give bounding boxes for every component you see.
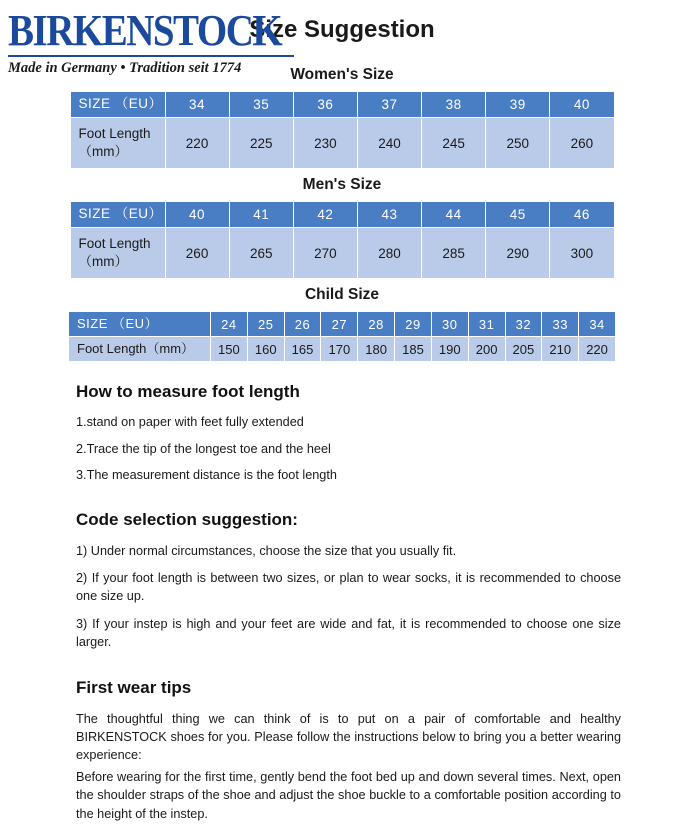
foot-length-cell: 210 — [542, 337, 579, 362]
foot-length-cell: 285 — [422, 228, 486, 279]
foot-length-cell: 260 — [165, 228, 229, 279]
size-cell: 34 — [579, 312, 616, 337]
table-row — [69, 337, 616, 362]
size-cell: 29 — [395, 312, 432, 337]
child-size-table — [68, 311, 616, 362]
brand-tagline: Made in Germany • Tradition seit 1774 — [8, 60, 242, 76]
measure-step: 1.stand on paper with feet fully extended — [76, 415, 304, 429]
size-row-label: SIZE （EU） — [70, 202, 165, 228]
foot-length-cell: 225 — [229, 118, 293, 169]
foot-length-label-line1: Foot Length — [78, 235, 151, 251]
foot-length-cell: 180 — [358, 337, 395, 362]
code-selection-item: 3) If your instep is high and your feet are wide and fat, it is recommended to choose one size larger. — [76, 616, 621, 650]
foot-length-cell: 230 — [293, 118, 357, 169]
foot-length-cell: 265 — [229, 228, 293, 279]
size-cell: 41 — [229, 202, 293, 228]
size-cell: 30 — [431, 312, 468, 337]
foot-length-label-line2: （mm） — [78, 254, 128, 269]
page-title: Size Suggestion — [249, 16, 435, 43]
size-cell: 25 — [247, 312, 284, 337]
foot-length-cell: 190 — [431, 337, 468, 362]
foot-length-label: Foot Length（mm） — [69, 337, 211, 362]
table-row — [70, 118, 614, 169]
size-cell: 42 — [293, 202, 357, 228]
foot-length-cell: 220 — [579, 337, 616, 362]
foot-length-label — [70, 118, 165, 169]
table-header-row — [70, 202, 614, 228]
size-cell: 39 — [486, 92, 550, 118]
foot-length-cell: 205 — [505, 337, 542, 362]
first-wear-paragraph: Before wearing for the first time, gently bend the foot bed up and down several times. Next, open the shoulder straps of the shoe and adjust the shoe buckle to a comfortable position according to the height of the instep. — [76, 769, 621, 821]
size-cell: 31 — [468, 312, 505, 337]
womens-size-section — [0, 66, 684, 169]
size-cell: 43 — [357, 202, 421, 228]
instructions-content — [76, 382, 621, 832]
mens-size-heading: Men's Size — [302, 176, 382, 193]
size-cell: 36 — [293, 92, 357, 118]
size-cell: 32 — [505, 312, 542, 337]
foot-length-cell: 300 — [550, 228, 614, 279]
size-cell: 37 — [357, 92, 421, 118]
foot-length-cell: 150 — [211, 337, 248, 362]
size-cell: 27 — [321, 312, 358, 337]
measure-step: 3.The measurement distance is the foot length — [76, 468, 337, 482]
size-cell: 40 — [550, 92, 614, 118]
first-wear-paragraph: The thoughtful thing we can think of is to put on a pair of comfortable and healthy BIRKENSTOCK shoes for you. Please follow the instructions below to bring you a better wearing experience: — [76, 711, 621, 763]
first-wear-heading: First wear tips — [76, 677, 192, 697]
brand-divider — [8, 55, 294, 57]
foot-length-cell: 270 — [293, 228, 357, 279]
foot-length-cell: 160 — [247, 337, 284, 362]
foot-length-cell: 170 — [321, 337, 358, 362]
size-cell: 34 — [165, 92, 229, 118]
mens-size-table — [70, 201, 615, 279]
code-selection-item: 2) If your foot length is between two sizes, or plan to wear socks, it is recommended to choose one size up. — [76, 570, 621, 604]
foot-length-cell: 165 — [284, 337, 321, 362]
table-header-row — [70, 92, 614, 118]
foot-length-cell: 240 — [357, 118, 421, 169]
size-cell: 26 — [284, 312, 321, 337]
brand-name: BIRKENSTOCK — [8, 5, 282, 56]
womens-size-heading: Women's Size — [290, 66, 394, 83]
code-selection-item: 1) Under normal circumstances, choose the size that you usually fit. — [76, 543, 457, 558]
foot-length-cell: 260 — [550, 118, 614, 169]
size-row-label: SIZE （EU） — [69, 312, 211, 337]
foot-length-label — [70, 228, 165, 279]
child-size-section — [0, 286, 684, 362]
foot-length-label-line2: （mm） — [78, 144, 128, 159]
size-cell: 35 — [229, 92, 293, 118]
size-cell: 24 — [211, 312, 248, 337]
size-cell: 28 — [358, 312, 395, 337]
brand-logo — [8, 5, 308, 77]
table-header-row — [69, 312, 616, 337]
size-cell: 46 — [550, 202, 614, 228]
size-row-label: SIZE （EU） — [70, 92, 165, 118]
foot-length-label-line1: Foot Length — [78, 125, 151, 141]
child-size-heading: Child Size — [304, 286, 380, 303]
foot-length-cell: 250 — [486, 118, 550, 169]
foot-length-cell: 200 — [468, 337, 505, 362]
measure-heading: How to measure foot length — [76, 382, 300, 401]
mens-size-section — [0, 176, 684, 279]
size-cell: 40 — [165, 202, 229, 228]
size-cell: 33 — [542, 312, 579, 337]
size-cell: 45 — [486, 202, 550, 228]
foot-length-cell: 280 — [357, 228, 421, 279]
size-cell: 44 — [422, 202, 486, 228]
table-row — [70, 228, 614, 279]
foot-length-cell: 185 — [395, 337, 432, 362]
measure-step: 2.Trace the tip of the longest toe and the heel — [76, 441, 331, 456]
foot-length-cell: 245 — [422, 118, 486, 169]
size-cell: 38 — [422, 92, 486, 118]
code-selection-heading: Code selection suggestion: — [76, 509, 298, 529]
womens-size-table — [70, 91, 615, 169]
foot-length-cell: 220 — [165, 118, 229, 169]
foot-length-cell: 290 — [486, 228, 550, 279]
